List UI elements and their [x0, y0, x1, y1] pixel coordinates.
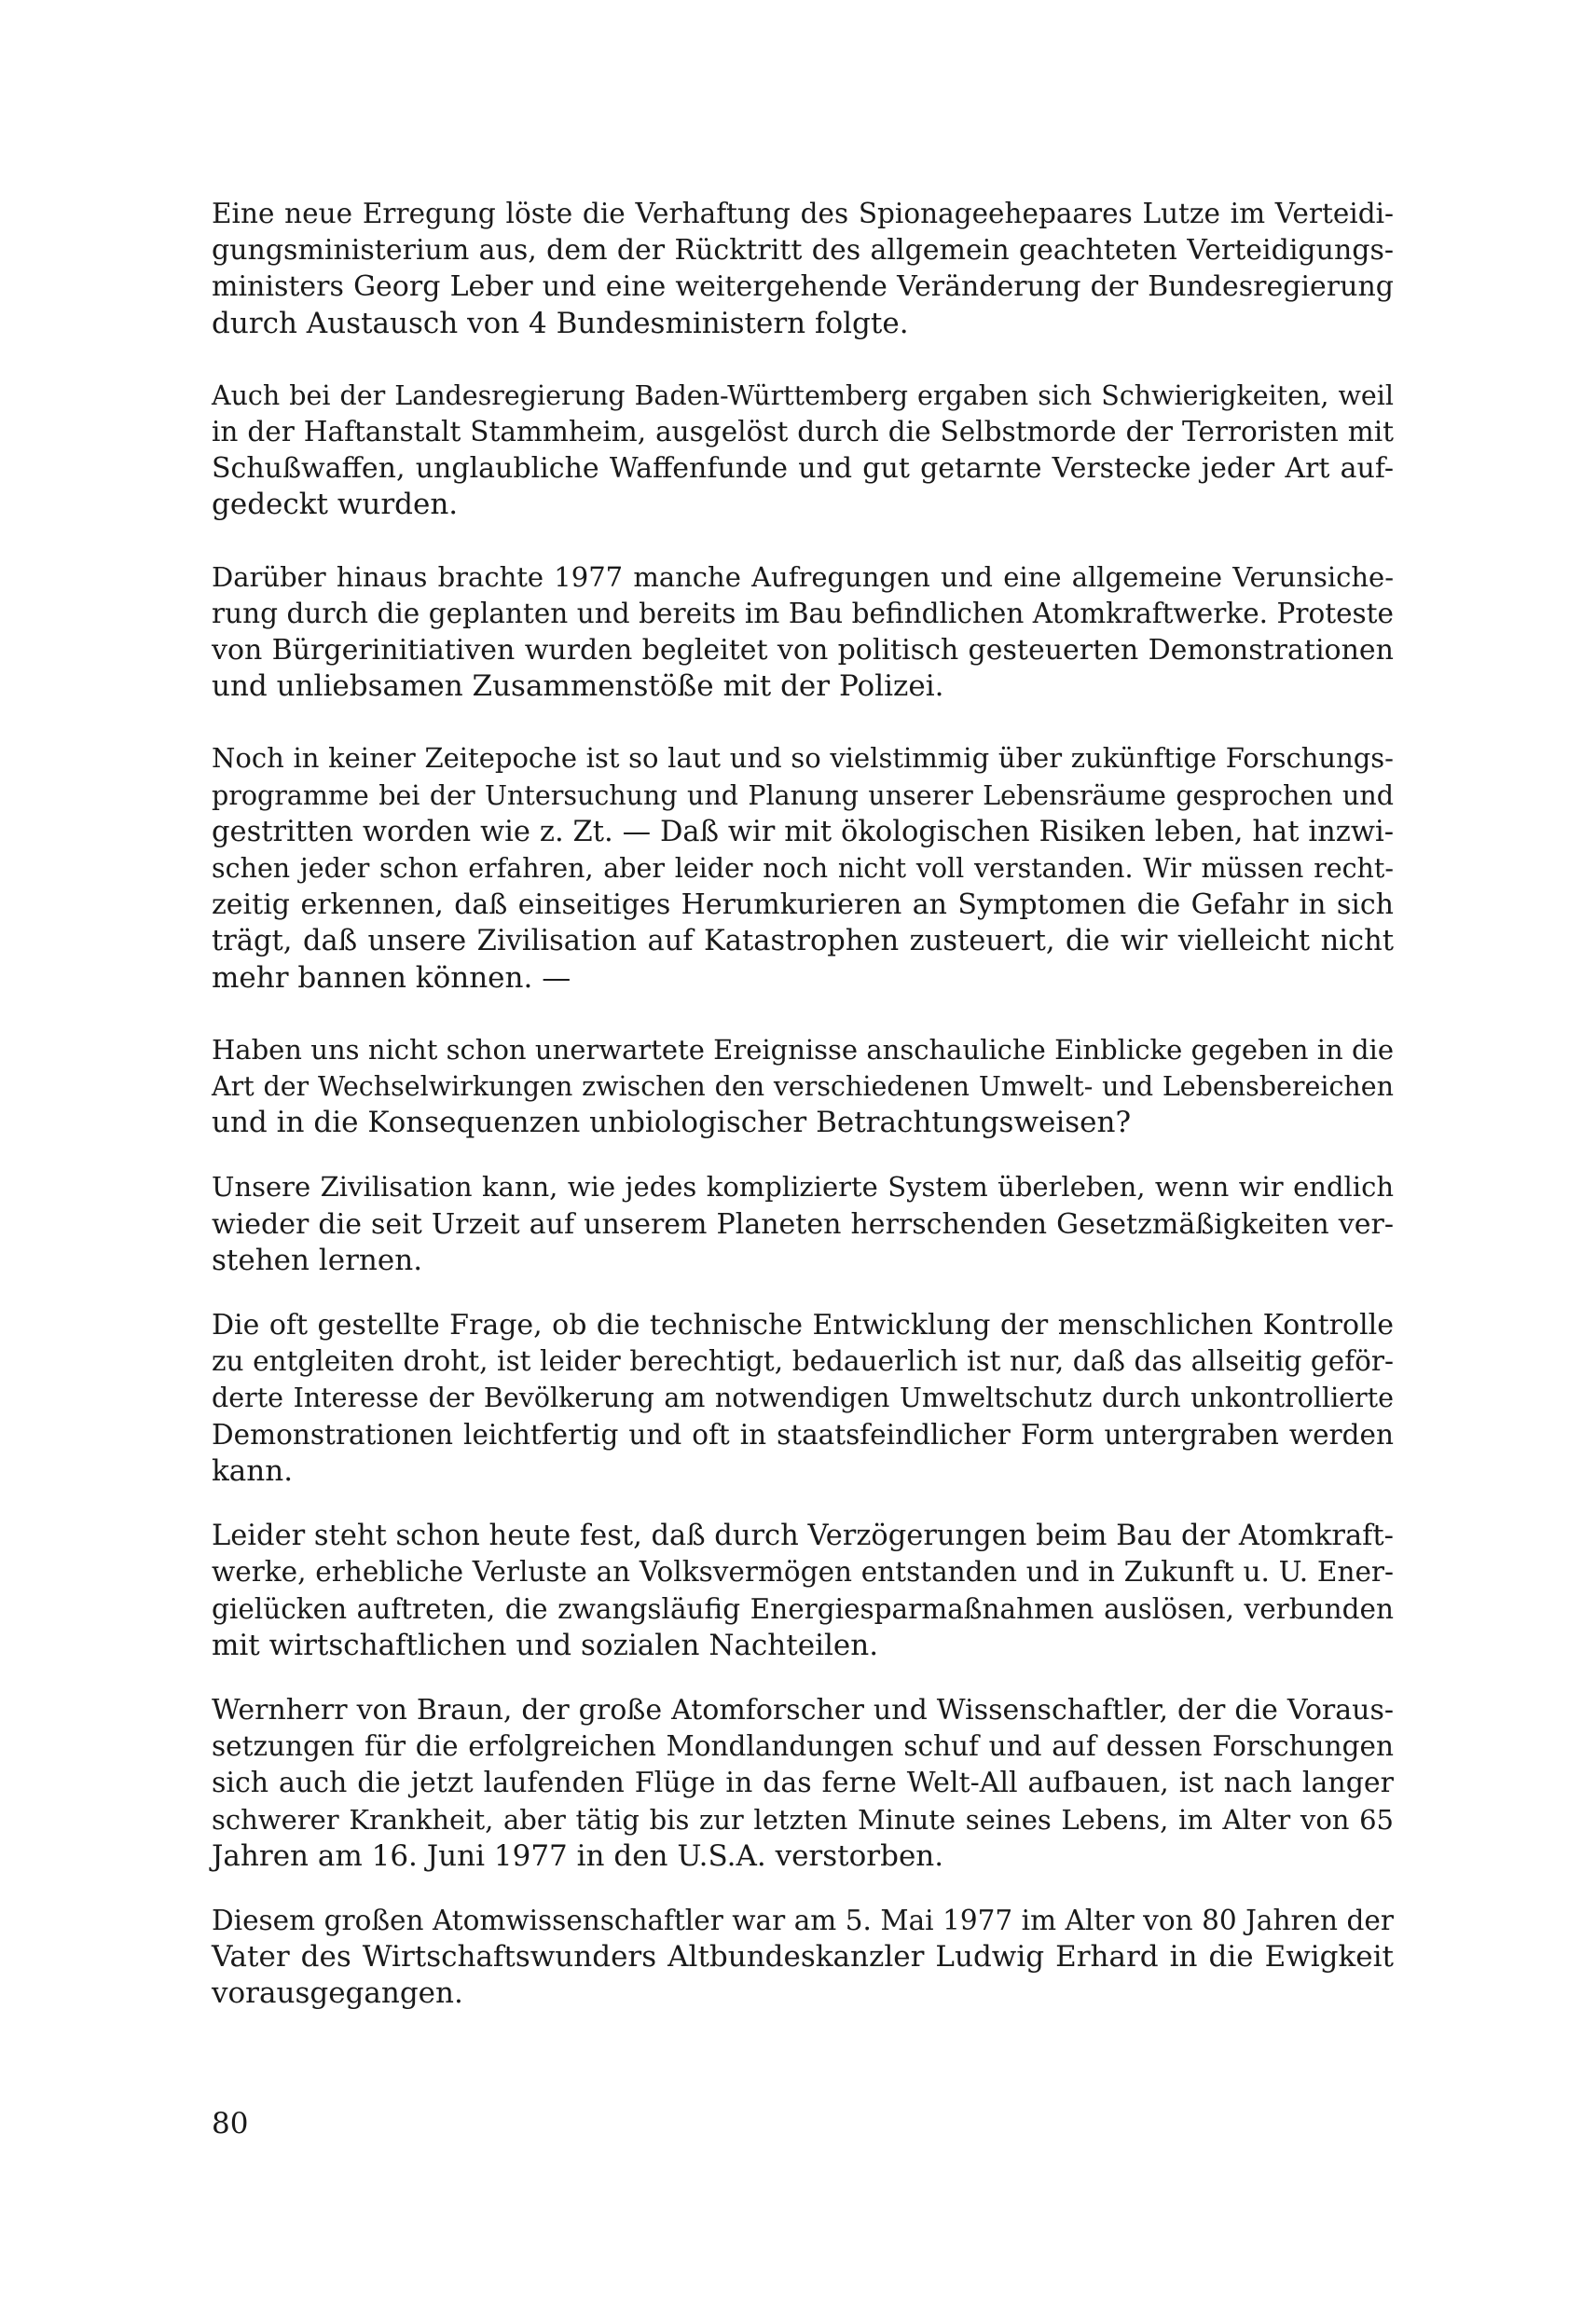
paragraph [212, 1903, 1394, 2013]
text-line: Darüber hinaus brachte 1977 manche Aufregungen und eine allgemeine Verunsiche- [212, 560, 1394, 593]
text-line: von Bürgerinitiativen wurden begleitet von politisch gesteuerten Demonstrationen [212, 634, 1394, 667]
text-line: schen jeder schon erfahren, aber leider noch nicht voll verstanden. Wir müssen recht- [212, 853, 1394, 885]
text-line: Leider steht schon heute fest, daß durch Verzögerungen beim Bau der Atomkraft- [212, 1520, 1394, 1553]
page-body [212, 196, 1394, 2013]
text-line: ministers Georg Leber und eine weitergehende Veränderung der Bundesregierung [212, 270, 1394, 304]
text-line: werke, erhebliche Verluste an Volksvermögen entstanden und in Zukunft u. U. Ener- [212, 1556, 1394, 1589]
text-line: Die oft gestellte Frage, ob die technische Entwicklung der menschlichen Kontrolle [212, 1309, 1394, 1342]
paragraph [212, 1692, 1394, 1875]
text-line: zu entgleiten droht, ist leider berechtigt, bedauerlich ist nur, daß das allseitig geför- [212, 1345, 1394, 1378]
text-line: Wernherr von Braun, der große Atomforscher und Wissenschaftler, der die Voraus- [212, 1693, 1394, 1727]
text-line: Unsere Zivilisation kann, wie jedes komplizierte System überleben, wenn wir endlich [212, 1171, 1394, 1204]
text-line: wieder die seit Urzeit auf unserem Planeten herrschenden Gesetzmäßigkeiten ver- [212, 1207, 1394, 1241]
text-line: Eine neue Erregung löste die Verhaftung des Spionageehepaares Lutze im Verteidi- [212, 198, 1394, 229]
text-line: schwerer Krankheit, aber tätig bis zur letzten Minute seines Lebens, im Alter von 65 [212, 1803, 1394, 1836]
text-line: Demonstrationen leichtfertig und oft in staatsfeindlicher Form untergraben werden [212, 1418, 1394, 1451]
paragraph [212, 559, 1394, 706]
text-line: Schußwaffen, unglaubliche Waffenfunde und gut getarnte Verstecke jeder Art auf- [212, 452, 1394, 486]
paragraph [212, 1307, 1394, 1490]
text-line: gestritten worden wie z. Zt. — Daß wir mit ökologischen Risiken leben, hat inzwi- [212, 815, 1394, 848]
text-line: gungsministerium aus, dem der Rücktritt des allgemein geachteten Verteidigungs- [212, 234, 1394, 268]
paragraph [212, 1169, 1394, 1279]
text-line: durch Austausch von 4 Bundesministern folgte. [212, 306, 909, 340]
text-line: derte Interesse der Bevölkerung am notwendigen Umweltschutz durch unkontrollierte [212, 1383, 1394, 1414]
text-line: trägt, daß unsere Zivilisation auf Katastrophen zusteuert, die wir vielleicht nicht [212, 925, 1394, 958]
text-line: gedeckt wurden. [212, 488, 459, 522]
paragraph [212, 378, 1394, 524]
text-line: rung durch die geplanten und bereits im Bau befindlichen Atomkraftwerke. Proteste [212, 597, 1394, 629]
text-line: Jahren am 16. Juni 1977 in den U.S.A. verstorben. [212, 1838, 944, 1873]
text-line: vorausgegangen. [212, 1976, 463, 2011]
text-line: setzungen für die erfolgreichen Mondlandungen schuf und auf dessen Forschungen [212, 1730, 1394, 1763]
text-line: Diesem großen Atomwissenschaftler war am 5. Mai 1977 im Alter von 80 Jahren der [212, 1904, 1394, 1936]
text-line: programme bei der Untersuchung und Planung unserer Lebensräume gesprochen und [212, 779, 1394, 811]
paragraph [212, 196, 1394, 342]
page-number: 80 [212, 2107, 249, 2140]
paragraph [212, 740, 1394, 996]
text-line: mehr bannen können. — [212, 960, 571, 995]
text-line: Vater des Wirtschaftswunders Altbundeskanzler Ludwig Erhard in die Ewigkeit [212, 1940, 1394, 1975]
text-line: mit wirtschaftlichen und sozialen Nachteilen. [212, 1628, 879, 1662]
paragraph [212, 1032, 1394, 1142]
text-line: gielücken auftreten, die zwangsläufig Energiesparmaßnahmen auslösen, verbunden [212, 1592, 1394, 1625]
paragraph [212, 1518, 1394, 1664]
text-line: und in die Konsequenzen unbiologischer Betrachtungsweisen? [212, 1106, 1132, 1140]
text-line: Art der Wechselwirkungen zwischen den verschiedenen Umwelt- und Lebensbereichen [212, 1071, 1394, 1103]
text-line: kann. [212, 1453, 294, 1488]
text-line: stehen lernen. [212, 1243, 423, 1277]
text-line: Auch bei der Landesregierung Baden-Württemberg ergaben sich Schwierigkeiten, weil [212, 379, 1394, 411]
text-line: Haben uns nicht schon unerwartete Ereignisse anschauliche Einblicke gegeben in die [212, 1033, 1394, 1066]
text-line: in der Haftanstalt Stammheim, ausgelöst durch die Selbstmorde der Terroristen mit [212, 416, 1394, 448]
text-line: zeitig erkennen, daß einseitiges Herumkurieren an Symptomen die Gefahr in sich [212, 888, 1394, 922]
text-line: sich auch die jetzt laufenden Flüge in das ferne Welt-All aufbauen, ist nach langer [212, 1767, 1394, 1800]
text-line: Noch in keiner Zeitepoche ist so laut und so vielstimmig über zukünftige Forschungs- [212, 742, 1394, 775]
text-line: und unliebsamen Zusammenstöße mit der Polizei. [212, 669, 944, 704]
